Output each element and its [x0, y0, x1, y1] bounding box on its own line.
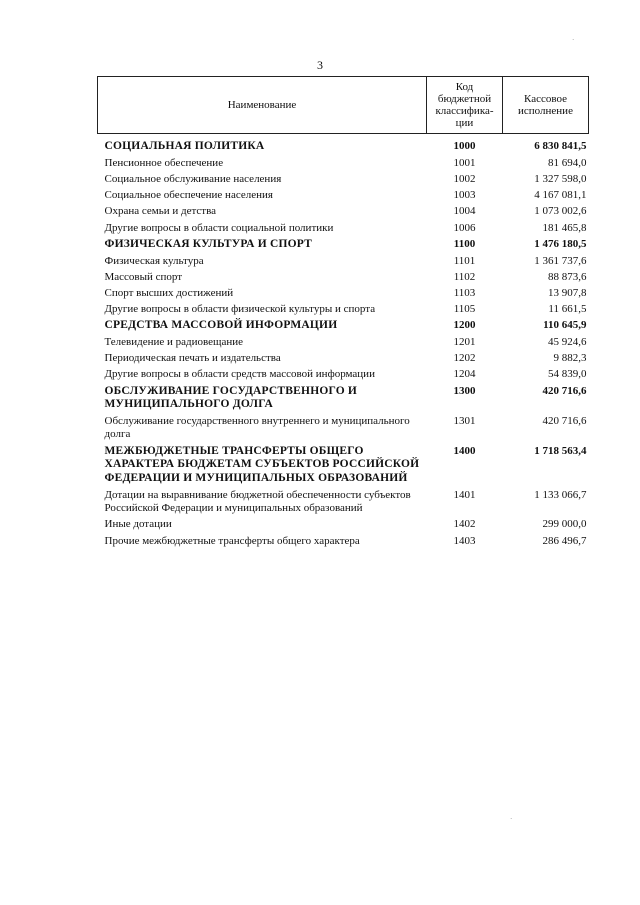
table-row [98, 414, 589, 443]
row-code-cell: 1002 [453, 172, 476, 185]
row-code-cell: 1402 [453, 518, 476, 531]
row-amount-cell: 420 716,6 [542, 384, 587, 397]
row-name-cell: Другие вопросы в области физической культуры и спорта [104, 303, 376, 316]
table-row [98, 367, 589, 383]
row-code-cell: 1300 [453, 384, 476, 397]
scan-speck: · [572, 36, 575, 44]
table-row [98, 286, 589, 302]
table-row [98, 517, 589, 533]
row-name-cell: Пенсионное обеспечение [104, 156, 224, 169]
row-name-cell: Другие вопросы в области социальной политики [104, 221, 334, 234]
row-name-cell: Иные дотации [104, 518, 172, 531]
row-code-cell: 1003 [453, 189, 476, 202]
row-amount-cell: 6 830 841,5 [534, 140, 587, 152]
budget-execution-table [97, 76, 589, 550]
row-amount-cell: 181 465,8 [542, 221, 587, 234]
table-row [98, 254, 589, 270]
row-amount-cell: 299 000,0 [542, 518, 587, 531]
table-header-row [98, 77, 589, 134]
row-code-cell: 1201 [453, 336, 476, 349]
row-code-cell: 1001 [453, 156, 476, 169]
row-name-cell: СОЦИАЛЬНАЯ ПОЛИТИКА [104, 140, 265, 152]
section-row [98, 318, 589, 335]
row-amount-cell: 1 073 002,6 [534, 205, 587, 218]
row-code-cell: 1006 [453, 221, 476, 234]
row-amount-cell: 54 839,0 [548, 368, 587, 381]
row-code-cell: 1101 [453, 254, 476, 267]
row-code-cell: 1103 [453, 286, 476, 299]
row-amount-cell: 45 924,6 [548, 336, 587, 349]
table-body [98, 134, 589, 550]
section-row [98, 444, 589, 488]
row-name-cell: Охрана семьи и детства [104, 205, 217, 218]
column-header-name: Наименование [98, 77, 427, 134]
row-code-cell: 1102 [453, 270, 476, 283]
row-name-cell: Спорт высших достижений [104, 286, 234, 299]
row-code-cell: 1200 [453, 319, 476, 332]
row-amount-cell: 1 133 066,7 [534, 489, 587, 501]
table-row [98, 335, 589, 351]
page-number: 3 [317, 58, 323, 72]
section-row [98, 134, 589, 156]
table-row [98, 488, 589, 517]
table-row [98, 156, 589, 172]
row-amount-cell: 1 327 598,0 [534, 172, 587, 185]
row-code-cell: 1400 [453, 444, 476, 457]
row-code-cell: 1004 [453, 205, 476, 218]
row-name-cell: Другие вопросы в области средств массовой информации [104, 368, 375, 381]
row-name-cell: СРЕДСТВА МАССОВОЙ ИНФОРМАЦИИ [104, 319, 338, 332]
row-amount-cell: 1 476 180,5 [534, 237, 587, 250]
row-name-cell: Дотации на выравнивание бюджетной обеспеченности субъектов Российской Федерации и муниципальных образований [104, 489, 411, 515]
row-code-cell: 1403 [453, 534, 476, 547]
section-row [98, 237, 589, 254]
row-code-cell: 1202 [453, 352, 476, 365]
row-code-cell: 1204 [453, 368, 476, 381]
row-amount-cell: 11 661,5 [548, 303, 587, 316]
row-name-cell: Обслуживание государственного внутреннего и муниципального долга [104, 415, 410, 441]
table-row [98, 270, 589, 286]
row-amount-cell: 4 167 081,1 [534, 189, 587, 202]
row-amount-cell: 1 718 563,4 [534, 444, 587, 457]
column-header-code: Код бюджетной классифика-ции [427, 77, 503, 134]
row-code-cell: 1301 [453, 415, 476, 428]
table-row [98, 534, 589, 550]
row-amount-cell: 1 361 737,6 [534, 254, 587, 267]
row-amount-cell: 81 694,0 [548, 156, 587, 169]
row-name-cell: ОБСЛУЖИВАНИЕ ГОСУДАРСТВЕННОГО И МУНИЦИПАЛЬНОГО ДОЛГА [104, 384, 358, 411]
row-amount-cell: 88 873,6 [548, 270, 587, 283]
row-amount-cell: 110 645,9 [543, 319, 587, 332]
table-row [98, 302, 589, 318]
section-row [98, 384, 589, 415]
row-name-cell: Социальное обеспечение населения [104, 189, 273, 202]
row-amount-cell: 9 882,3 [553, 352, 587, 365]
table-row [98, 204, 589, 220]
row-code-cell: 1100 [453, 237, 476, 250]
table-row [98, 351, 589, 367]
row-code-cell: 1401 [453, 489, 476, 501]
row-name-cell: МЕЖБЮДЖЕТНЫЕ ТРАНСФЕРТЫ ОБЩЕГО ХАРАКТЕРА БЮДЖЕТАМ СУБЪЕКТОВ РОССИЙСКОЙ ФЕДЕРАЦИИ И МУНИЦИПАЛЬНЫХ ОБРАЗОВАНИЙ [104, 444, 420, 485]
table-row [98, 172, 589, 188]
row-name-cell: Социальное обслуживание населения [104, 172, 282, 185]
row-code-cell: 1000 [453, 140, 476, 152]
row-amount-cell: 286 496,7 [542, 534, 587, 547]
row-amount-cell: 13 907,8 [548, 286, 587, 299]
row-amount-cell: 420 716,6 [542, 415, 587, 428]
row-name-cell: Прочие межбюджетные трансферты общего характера [104, 534, 360, 547]
row-name-cell: Физическая культура [104, 254, 204, 267]
scan-speck: · [510, 815, 513, 823]
table-row [98, 221, 589, 237]
column-header-amount: Кассовое исполнение [503, 77, 589, 134]
row-name-cell: Периодическая печать и издательства [104, 352, 281, 365]
row-name-cell: Массовый спорт [104, 270, 183, 283]
row-name-cell: ФИЗИЧЕСКАЯ КУЛЬТУРА И СПОРТ [104, 237, 313, 250]
table-row [98, 188, 589, 204]
row-name-cell: Телевидение и радиовещание [104, 336, 244, 349]
row-code-cell: 1105 [453, 303, 476, 316]
